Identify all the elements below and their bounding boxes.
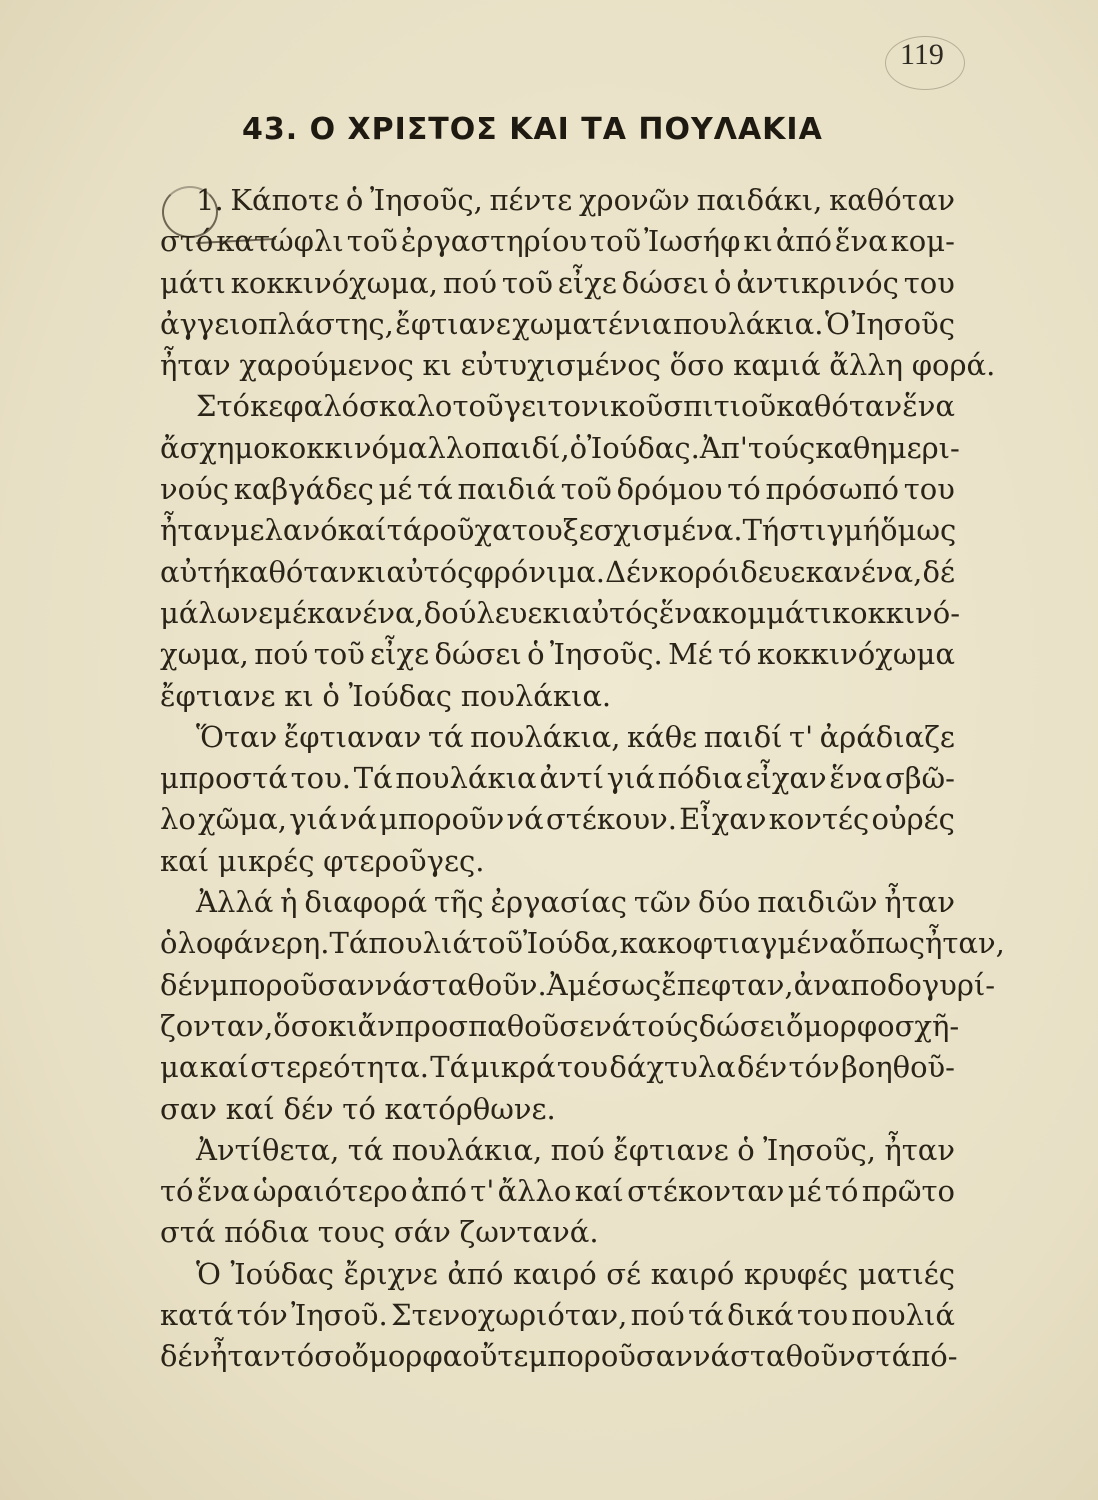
word: γειτονικοῦ (503, 389, 664, 424)
word: στέκουν. (546, 802, 677, 837)
word: ἀντικρινός (736, 265, 899, 300)
word: Ἰησοῦς, (763, 1132, 876, 1167)
word: πού (550, 1132, 605, 1167)
text-line (160, 1212, 955, 1253)
word: δώσει (621, 265, 710, 300)
text-line (160, 1130, 955, 1171)
word: κανένα, (805, 554, 923, 589)
word: εἶχε (370, 637, 430, 672)
word: κι (284, 678, 314, 713)
word: Στό (196, 389, 251, 424)
word: ἀντί (539, 761, 604, 796)
word: τ' (470, 1174, 495, 1209)
text-line (160, 510, 955, 551)
word: ἕνα (829, 761, 883, 796)
word: τό (824, 1174, 859, 1209)
word: πουλάκια (395, 761, 537, 796)
word: τούς (747, 430, 816, 465)
word: Δέν (605, 554, 659, 589)
word: μα (160, 1050, 199, 1085)
word: πουλιά (851, 1298, 955, 1333)
word: λο (160, 802, 196, 837)
word: Ἰούδας (230, 1256, 334, 1291)
word: σάν (393, 1215, 451, 1250)
word: τό (342, 1091, 376, 1126)
word: καί (337, 513, 387, 548)
word: ἕνα (658, 595, 712, 630)
word: μέ (378, 472, 413, 507)
word: κεφαλόσκαλο (250, 389, 453, 424)
word: ἦταν (210, 1339, 281, 1374)
word: αὐτή (160, 554, 231, 589)
word: κι (328, 1008, 358, 1043)
text-line (160, 304, 955, 345)
word: εἶχαν (745, 761, 827, 796)
text-line (160, 428, 960, 469)
word: ἀγγειοπλάστης, (160, 306, 394, 341)
word: τους (317, 1215, 386, 1250)
word: μποροῦσαν (528, 1339, 693, 1374)
word: ὁλοφάνερη. (160, 926, 330, 961)
word: Ἰούδα, (523, 926, 620, 961)
text-line (160, 469, 955, 510)
word: μικρά (470, 1050, 556, 1085)
word: πρῶτο (861, 1174, 955, 1209)
word: κανένα, (307, 595, 424, 630)
word: κοκκινόχωμα (756, 637, 955, 672)
word: ἐργασίας (490, 885, 627, 920)
word: ἐργαστηρίου (400, 224, 588, 259)
word: ἔπεφταν, (661, 967, 794, 1002)
word: Ἰησοῦ. (291, 1298, 388, 1333)
word: δέ (922, 554, 955, 589)
text-line (160, 552, 955, 593)
text-line (160, 1295, 955, 1336)
word: του (903, 265, 955, 300)
word: ἔφτιανε (613, 1132, 729, 1167)
word: σέ (606, 1256, 642, 1291)
word: παιδί, (481, 430, 570, 465)
word: ὁ (527, 637, 545, 672)
word: ἔφτιανε (395, 306, 511, 341)
word: ἀναποδογυρί- (793, 967, 996, 1002)
word: κι (743, 224, 773, 259)
word: τά (417, 472, 453, 507)
word: Ὅταν (196, 719, 278, 754)
word: Τά (430, 1050, 470, 1085)
word: στιγμή (779, 513, 881, 548)
word: δέν (283, 1091, 334, 1126)
word: πόδια (224, 1215, 310, 1250)
text-line (160, 965, 996, 1006)
word: ἀράδιαζε (819, 719, 955, 754)
text-line (160, 593, 961, 634)
word: τά (688, 1298, 724, 1333)
word: τῆς (433, 885, 484, 920)
word: μέ (787, 1174, 822, 1209)
word: πουλάκια, (391, 1132, 543, 1167)
word: φρόνιμα. (473, 554, 605, 589)
word: ὡραιότερο (252, 1174, 408, 1209)
word: Τά (329, 926, 369, 961)
word: δέν (160, 967, 211, 1002)
word: μάλωνε (160, 595, 274, 630)
text-line (160, 799, 955, 840)
word: κατά (160, 1298, 234, 1333)
word: στερεότητα. (250, 1050, 429, 1085)
word: φτεροῦγες. (323, 843, 485, 878)
word: γιά (606, 761, 656, 796)
page-number: 119 (900, 38, 944, 71)
word: ροῦχα (422, 513, 512, 548)
word: κατόρθωνε. (384, 1091, 556, 1126)
word: καθόταν (230, 554, 357, 589)
word: δέν (737, 1050, 788, 1085)
word: τ' (789, 719, 814, 754)
word: τοῦ (452, 389, 504, 424)
word: βοηθοῦ- (841, 1050, 955, 1085)
word: νούς (160, 472, 229, 507)
word: κομμάτι (711, 595, 832, 630)
word: στά (160, 1215, 216, 1250)
word: δούλευε (423, 595, 543, 630)
word: κακοφτιαγμένα (619, 926, 849, 961)
word: τό (718, 637, 752, 672)
word: ὅπως (848, 926, 925, 961)
word: μελανό (230, 513, 338, 548)
word: Ἀμέσως (546, 967, 662, 1002)
word: χωμα, (160, 637, 249, 672)
word: Κάποτε (230, 183, 340, 217)
word: τόν (788, 1050, 840, 1085)
word: μικρές (217, 843, 315, 878)
text-line (160, 1336, 958, 1377)
word: πό- (911, 1339, 958, 1374)
word: ἦταν (160, 513, 231, 548)
word: Εἶχαν (679, 802, 767, 837)
word: Ἰωσήφ (644, 224, 741, 259)
word: νά (506, 802, 544, 837)
word: μποροῦσαν (210, 967, 375, 1002)
word: δύο (697, 885, 751, 920)
word: τοῦ (471, 926, 524, 961)
text-line (160, 386, 955, 427)
word: πρόσωπό (765, 472, 900, 507)
word: του (511, 513, 563, 548)
word: γιά (289, 802, 338, 837)
text-line (160, 717, 955, 758)
word: του (903, 472, 955, 507)
word: τά (427, 719, 464, 754)
text-line (160, 841, 955, 882)
word: καί (574, 1174, 624, 1209)
word: Μέ (668, 637, 713, 672)
word: κι (542, 595, 572, 630)
word: τόν (236, 1298, 288, 1333)
body-text (160, 180, 1005, 1378)
word: Ὁ (196, 1256, 221, 1291)
word: ἄν (357, 1008, 395, 1043)
word: Ἰησοῦς, (370, 183, 483, 217)
word: Ἰησοῦς. (549, 637, 663, 672)
chapter-title: 43. Ο ΧΡΙΣΤΟΣ ΚΑΙ ΤΑ ΠΟΥΛΑΚΙΑ (242, 112, 823, 147)
word: σβῶ- (884, 761, 955, 796)
word: πουλιά (368, 926, 472, 961)
word: νά (692, 1339, 731, 1374)
word: μποροῦν (379, 802, 505, 837)
text-line (160, 676, 955, 717)
word: Τά (353, 761, 393, 796)
word: ἕνα (902, 389, 955, 424)
word: Ἰούδας (348, 678, 453, 713)
word: κι (422, 348, 453, 383)
word: δικά (727, 1298, 794, 1333)
text-line (160, 345, 996, 386)
word: μάτι (160, 265, 226, 300)
word: τοῦ (590, 224, 642, 259)
word: τό (160, 1174, 194, 1209)
word: τοῦ (560, 472, 612, 507)
word: καθόταν (829, 183, 955, 217)
word: δώσει (434, 637, 522, 672)
word: Ἰησοῦς (851, 306, 955, 341)
word: Ἀλλά (196, 885, 274, 920)
word: ἔφτιαναν (283, 719, 422, 754)
word: κατώφλι (216, 224, 344, 259)
word: τό (727, 472, 761, 507)
word: Ἀπ' (699, 430, 748, 465)
word: πού (442, 265, 497, 300)
word: στά (855, 1339, 912, 1374)
word: δρόμου (616, 472, 723, 507)
word: ἦταν (884, 1132, 955, 1167)
word: ὅσο (273, 1008, 328, 1043)
word: ἡ (280, 885, 298, 920)
word: φορά. (911, 348, 996, 383)
word: ἄλλη (829, 348, 903, 383)
word: κοκκινό- (831, 595, 961, 630)
word: Ὁ (824, 306, 850, 341)
word: ὄμορφο (786, 1008, 895, 1043)
word: καθημερι- (815, 430, 960, 465)
word: Στενοχωριόταν, (391, 1298, 628, 1333)
text-line (160, 882, 955, 923)
word: πουλάκια. (673, 306, 824, 341)
word: πέντε (489, 183, 573, 217)
word: νά (374, 967, 412, 1002)
word: ὁ (737, 1132, 755, 1167)
text-line (160, 180, 955, 221)
word: εὐτυχισμένος (460, 348, 661, 383)
text-line (160, 263, 955, 304)
word: ζωντανά. (459, 1215, 599, 1250)
word: τοῦ (501, 265, 553, 300)
word: εἶχε (557, 265, 617, 300)
word: δάχτυλα (609, 1050, 736, 1085)
word: προσπαθοῦσε (394, 1008, 595, 1043)
word: χῶμα, (198, 802, 287, 837)
word: πουλάκια, (470, 719, 621, 754)
word: παιδί (703, 719, 783, 754)
word: ὁ (569, 430, 588, 465)
word: ἦταν (160, 348, 231, 383)
word: καί (160, 843, 210, 878)
text-line (160, 221, 955, 262)
word: καιρό (650, 1256, 735, 1291)
word: του (556, 1050, 609, 1085)
word: ὄμορφα (351, 1339, 463, 1374)
word: ὁ (322, 678, 340, 713)
text-line (160, 1006, 960, 1047)
word: κρυφές (743, 1256, 849, 1291)
word: τά (386, 513, 423, 548)
text-line (160, 1089, 955, 1130)
word: ἀπό (775, 224, 832, 259)
word: σχῆ- (894, 1008, 960, 1043)
word: νά (339, 802, 377, 837)
word: καί (225, 1091, 275, 1126)
word: κοκκινόχωμα, (230, 265, 438, 300)
word: στό (160, 224, 214, 259)
word: χρονῶν (578, 183, 690, 217)
word: κοκκινόμαλλο (270, 430, 482, 465)
word: ἔριχνε (343, 1256, 438, 1291)
word: ἦταν (884, 885, 955, 920)
word: δώσει (698, 1008, 786, 1043)
word: σταθοῦν (730, 1339, 856, 1374)
word: αὐτός (386, 554, 474, 589)
word: καιρό (513, 1256, 597, 1291)
word: κι (356, 554, 387, 589)
word: καμιά (733, 348, 821, 383)
word: κάθε (627, 719, 698, 754)
word: ἔφτιανε (160, 678, 276, 713)
word: παιδιά (457, 472, 556, 507)
word: διαφορά (304, 885, 428, 920)
word: ἄλλο (497, 1174, 572, 1209)
word: τοῦ (313, 637, 365, 672)
word: πόδια (657, 761, 743, 796)
word: ἄσχημο (160, 430, 271, 465)
word: πού (254, 637, 309, 672)
word: σταθοῦν. (411, 967, 547, 1002)
word: καθόταν (776, 389, 903, 424)
text-line (160, 1171, 955, 1212)
word: πού (630, 1298, 685, 1333)
word: Ἰούδας. (587, 430, 700, 465)
word: ἕνα (196, 1174, 250, 1209)
word: καί (199, 1050, 249, 1085)
word: οὐρές (871, 802, 955, 837)
word: τοῦ (346, 224, 398, 259)
word: του (796, 1298, 849, 1333)
text-line (160, 1254, 955, 1295)
word: οὔτε (462, 1339, 529, 1374)
word: καβγάδες (233, 472, 374, 507)
word: χαρούμενος (239, 348, 414, 383)
word: πουλάκια. (460, 678, 612, 713)
word: χωματένια (512, 306, 672, 341)
word: νά (594, 1008, 632, 1043)
word: ἀπό (447, 1256, 504, 1291)
word: στέκονταν (627, 1174, 785, 1209)
word: σπιτιοῦ (663, 389, 777, 424)
word: παιδιῶν (757, 885, 878, 920)
word: ἀπό (410, 1174, 467, 1209)
word: ἦταν, (924, 926, 1005, 961)
word: αὐτός (571, 595, 659, 630)
word: μπροστά (160, 761, 288, 796)
word: παιδάκι, (696, 183, 823, 217)
word: τούς (631, 1008, 699, 1043)
word: κοντές (768, 802, 870, 837)
word: Ἀντίθετα, (196, 1132, 340, 1167)
word: 1. (196, 183, 224, 217)
word: ἕνα (834, 224, 888, 259)
word: ὅσο (669, 348, 725, 383)
word: ὁ (713, 265, 732, 300)
word: ματιές (857, 1256, 955, 1291)
text-line (160, 758, 955, 799)
word: κορόιδευε (658, 554, 806, 589)
word: ὅμως (880, 513, 957, 548)
word: σαν (160, 1091, 218, 1126)
word: τόσο (280, 1339, 352, 1374)
text-line (160, 1047, 955, 1088)
word: ὁ (345, 183, 364, 217)
word: του. (290, 761, 351, 796)
word: μέ (273, 595, 307, 630)
word: τῶν (633, 885, 692, 920)
text-line (160, 634, 955, 675)
word: τά (347, 1132, 384, 1167)
word: Τή (742, 513, 780, 548)
word: δέν (160, 1339, 211, 1374)
word: ζονταν, (160, 1008, 274, 1043)
word: ξεσχισμένα. (562, 513, 743, 548)
text-line (160, 923, 1005, 964)
word: κομ- (890, 224, 955, 259)
